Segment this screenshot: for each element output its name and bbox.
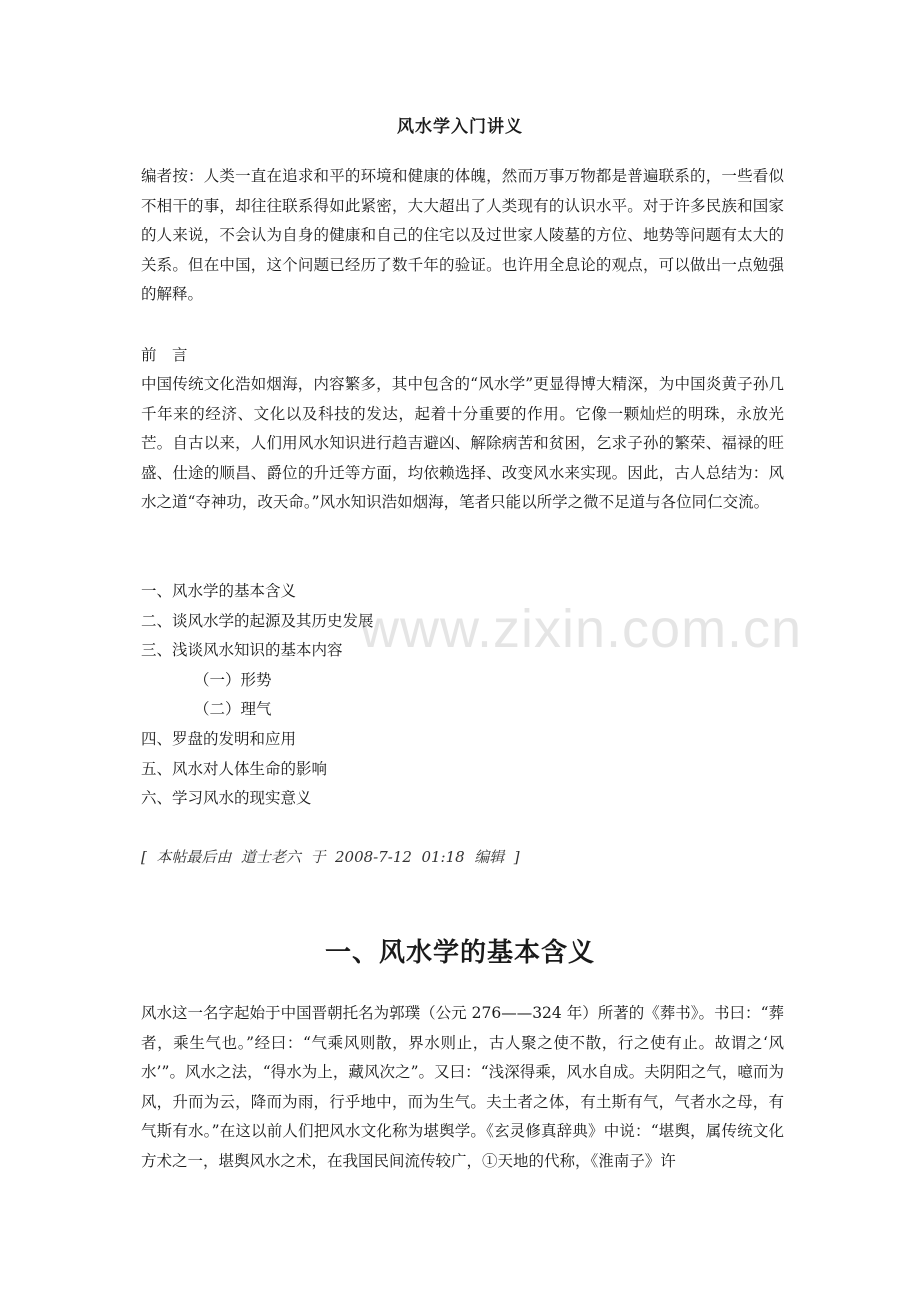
toc-item: 四、罗盘的发明和应用 <box>141 729 297 748</box>
preface-heading: 前 言 <box>141 346 188 364</box>
section-heading: 一、风水学的基本含义 <box>324 938 595 968</box>
toc-item: 一、风水学的基本含义 <box>141 582 297 600</box>
section-paragraph: 风水这一名字起始于中国晋朝托名为郭璞（公元 276——324 年）所著的《葬书》。书曰：“葬者，乘生气也。”经曰：“气乘风则散，界水则止，古人聚之使不散，行之使有止。故谓之‘风水’”。风水之法，“得水为上，藏风次之”。又曰：“浅深得乘，风水自成。夫阴阳之气，噫而为风，升而为云，降而为雨，行乎地中，而为生气。夫土者之体，有土斯有气，气者水之母，有气斯有水。”在这以前人们把风水文化称为堪舆学。《玄灵修真辞典》中说：“堪舆，属传统文化方术之一，堪舆风水之术，在我国民间流传较广，①天地的代称，《淮南子》许 <box>141 1004 784 1170</box>
edit-note: [ 本帖最后由 道士老六 于 2008-7-12 01:18 编辑 ] <box>141 848 520 866</box>
preface-paragraph: 中国传统文化浩如烟海，内容繁多，其中包含的“风水学”更显得博大精深，为中国炎黄子孙几千年来的经济、文化以及科技的发达，起着十分重要的作用。它像一颗灿烂的明珠，永放光芒。自古以来，人们用风水知识进行趋吉避凶、解除病苦和贫困，乞求子孙的繁荣、福禄的旺盛、仕途的顺昌、爵位的升迁等方面，均依赖选择、改变风水来实现。因此，古人总结为：风水之道“夺神功，改天命。”风水知识浩如烟海，笔者只能以所学之微不足道与各位同仁交流。 <box>141 375 784 512</box>
editor-note-paragraph: 编者按：人类一直在追求和平的环境和健康的体魄，然而万事万物都是普遍联系的，一些看似不相干的事，却往往联系得如此紧密，大大超出了人类现有的认识水平。对于许多民族和国家的人来说，不会认为自身的健康和自己的住宅以及过世家人陵墓的方位、地势等问题有太大的关系。但在中国，这个问题已经历了数千年的验证。也许用全息论的观点，可以做出一点勉强的解释。 <box>141 167 784 304</box>
toc-item: 五、风水对人体生命的影响 <box>141 759 328 778</box>
toc-item: 二、谈风水学的起源及其历史发展 <box>141 611 374 630</box>
toc-subitem: （一）形势 <box>194 670 272 689</box>
table-of-contents <box>141 577 374 814</box>
toc-subitem: （二）理气 <box>194 700 272 719</box>
watermark: www.zixin.com.cn <box>360 599 803 659</box>
toc-item: 三、浅谈风水知识的基本内容 <box>141 641 343 660</box>
document-title: 风水学入门讲义 <box>397 117 523 137</box>
toc-item: 六、学习风水的现实意义 <box>141 789 312 808</box>
